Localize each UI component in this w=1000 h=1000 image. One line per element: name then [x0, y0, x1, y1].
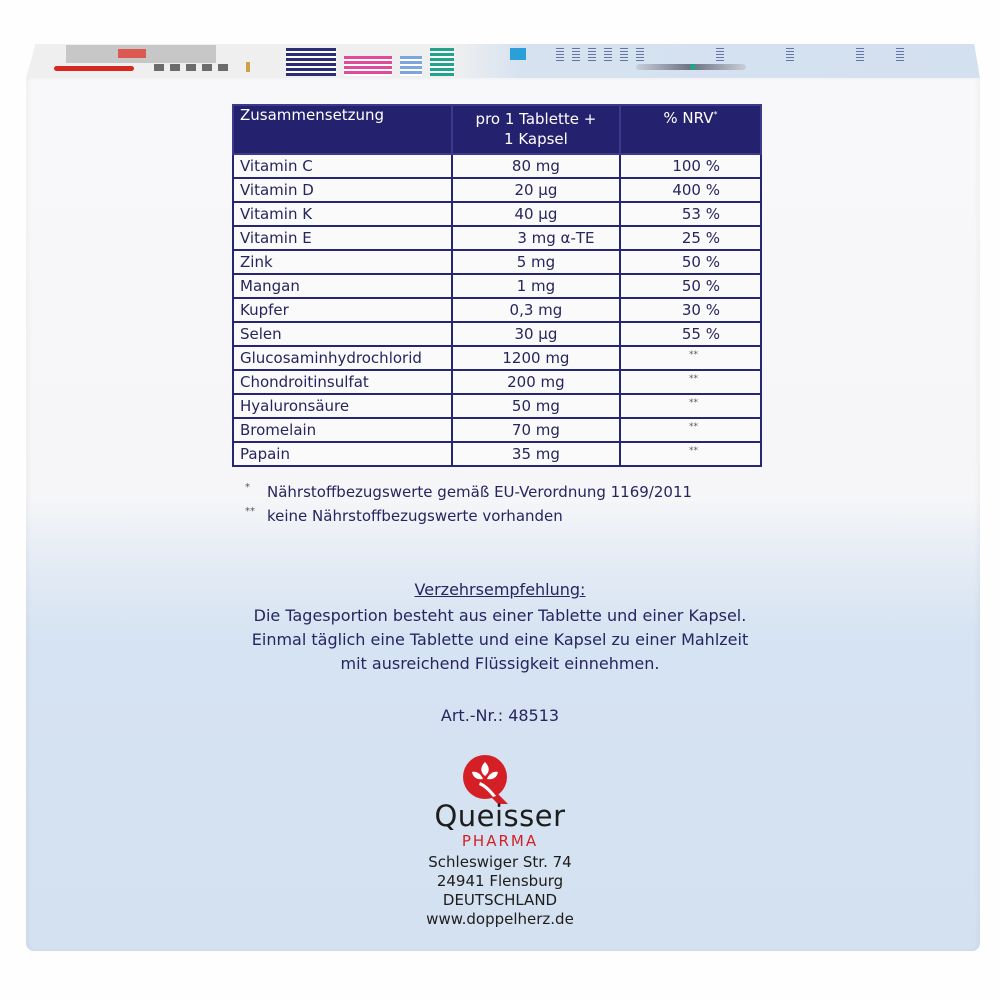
ingredient-amount: 1 mg: [452, 274, 620, 298]
header-per-serving-line2: 1 Kapsel: [504, 130, 568, 148]
flap-tiny-text: [604, 48, 612, 62]
table-row: [233, 250, 761, 274]
flap-brand-stripes-pink: [344, 56, 392, 76]
ingredient-name: Papain: [233, 442, 452, 466]
flap-brand-stripes-teal: [430, 48, 454, 76]
ingredient-amount: 0,3 mg: [452, 298, 620, 322]
usage-line: Einmal täglich eine Tablette und eine Kapsel zu einer Mahlzeit: [251, 630, 749, 649]
ingredient-amount: 30 µg: [452, 322, 620, 346]
brand-name: Queisser: [434, 799, 566, 833]
flap-brand-stripes-blue: [400, 56, 422, 76]
ingredient-amount: 20 µg: [452, 178, 620, 202]
ingredient-nrv: **: [620, 370, 761, 394]
footnotes: [245, 480, 692, 528]
header-nrv-label: % NRV: [663, 109, 714, 127]
flap-tiny-text: [786, 48, 794, 62]
ingredient-nrv: 55 %: [620, 322, 761, 346]
ingredient-nrv: 30 %: [620, 298, 761, 322]
ingredient-nrv: 400 %: [620, 178, 761, 202]
ingredient-amount: 40 µg: [452, 202, 620, 226]
ingredient-name: Vitamin K: [233, 202, 452, 226]
ingredient-nrv: **: [620, 442, 761, 466]
ingredient-nrv: 50 %: [620, 250, 761, 274]
flap-tiny-text: [556, 48, 564, 62]
usage-line: Die Tagesportion besteht aus einer Tablette und einer Kapsel.: [253, 606, 747, 625]
address-street: Schleswiger Str. 74: [428, 853, 572, 871]
address-country: DEUTSCHLAND: [442, 891, 558, 909]
table-row: [233, 418, 761, 442]
header-nrv-footnote-mark: *: [713, 110, 718, 119]
ingredient-amount: 5 mg: [452, 250, 620, 274]
flap-red-label: [118, 49, 146, 58]
ingredient-name: Chondroitinsulfat: [233, 370, 452, 394]
header-composition: Zusammensetzung: [233, 105, 452, 154]
usage-line: mit ausreichend Flüssigkeit einnehmen.: [340, 654, 660, 673]
ingredient-nrv: 100 %: [620, 154, 761, 178]
ingredient-name: Kupfer: [233, 298, 452, 322]
footnote-2: [245, 504, 692, 528]
brand-block: [400, 800, 600, 850]
table-row: [233, 226, 761, 250]
table-row: [233, 178, 761, 202]
flap-red-streak: [54, 66, 134, 71]
header-nrv: [620, 105, 761, 154]
ingredient-nrv: **: [620, 346, 761, 370]
ingredient-amount: 3 mg α-TE: [452, 226, 620, 250]
table-row: [233, 370, 761, 394]
table-row: [233, 442, 761, 466]
flap-tiny-text: [588, 48, 596, 62]
table-header-row: [233, 105, 761, 154]
table-row: [233, 274, 761, 298]
ingredient-amount: 80 mg: [452, 154, 620, 178]
ingredient-name: Zink: [233, 250, 452, 274]
ingredient-nrv: **: [620, 394, 761, 418]
footnote-text: Nährstoffbezugswerte gemäß EU-Verordnung 1169/2011: [267, 483, 693, 501]
ingredient-name: Vitamin C: [233, 154, 452, 178]
flap-tiny-text: [896, 48, 904, 62]
table-row: [233, 202, 761, 226]
address-city: 24941 Flensburg: [436, 872, 564, 890]
capsule-dot: [690, 64, 696, 70]
ingredient-nrv: 50 %: [620, 274, 761, 298]
ingredient-nrv: **: [620, 418, 761, 442]
ingredient-nrv: 25 %: [620, 226, 761, 250]
flap-blue-badge: [510, 48, 526, 60]
header-per-serving: [452, 105, 620, 154]
footnote-text: keine Nährstoffbezugswerte vorhanden: [267, 507, 563, 525]
article-number: Art.-Nr.: 48513: [440, 706, 560, 725]
ingredient-amount: 1200 mg: [452, 346, 620, 370]
table-row: [233, 394, 761, 418]
ingredient-name: Vitamin D: [233, 178, 452, 202]
ingredient-name: Mangan: [233, 274, 452, 298]
ingredient-name: Glucosaminhydrochlorid: [233, 346, 452, 370]
table-row: [233, 298, 761, 322]
footnote-1: [245, 480, 692, 504]
usage-title: Verzehrsempfehlung:: [414, 580, 586, 599]
ingredient-amount: 70 mg: [452, 418, 620, 442]
table-row: [233, 346, 761, 370]
ingredient-name: Hyaluronsäure: [233, 394, 452, 418]
table-row: [233, 322, 761, 346]
box-top-flap: [26, 44, 980, 78]
ingredient-amount: 35 mg: [452, 442, 620, 466]
brand-sub: PHARMA: [461, 832, 539, 850]
flap-tiny-text: [572, 48, 580, 62]
flap-brand-stripes-navy: [286, 48, 336, 76]
ingredient-name: Selen: [233, 322, 452, 346]
usage-recommendation: [230, 578, 770, 676]
footnote-mark: *: [245, 482, 250, 493]
header-per-serving-line1: pro 1 Tablette +: [475, 110, 597, 128]
flap-tiny-text: [716, 48, 724, 62]
website-link[interactable]: www.doppelherz.de: [426, 910, 574, 928]
ingredient-amount: 50 mg: [452, 394, 620, 418]
ingredient-nrv: 53 %: [620, 202, 761, 226]
flap-tiny-text: [856, 48, 864, 62]
flap-tiny-text: [636, 48, 644, 62]
footnote-mark: **: [245, 506, 255, 517]
flap-gold-bar: [246, 62, 250, 72]
nutrition-table: [232, 104, 762, 467]
queisser-logo-icon: [450, 750, 520, 806]
address-block: [380, 853, 620, 929]
ingredient-name: Bromelain: [233, 418, 452, 442]
flap-tiny-text: [620, 48, 628, 62]
ingredient-name: Vitamin E: [233, 226, 452, 250]
ingredient-amount: 200 mg: [452, 370, 620, 394]
flap-dark-text: [154, 64, 234, 71]
table-row: [233, 154, 761, 178]
